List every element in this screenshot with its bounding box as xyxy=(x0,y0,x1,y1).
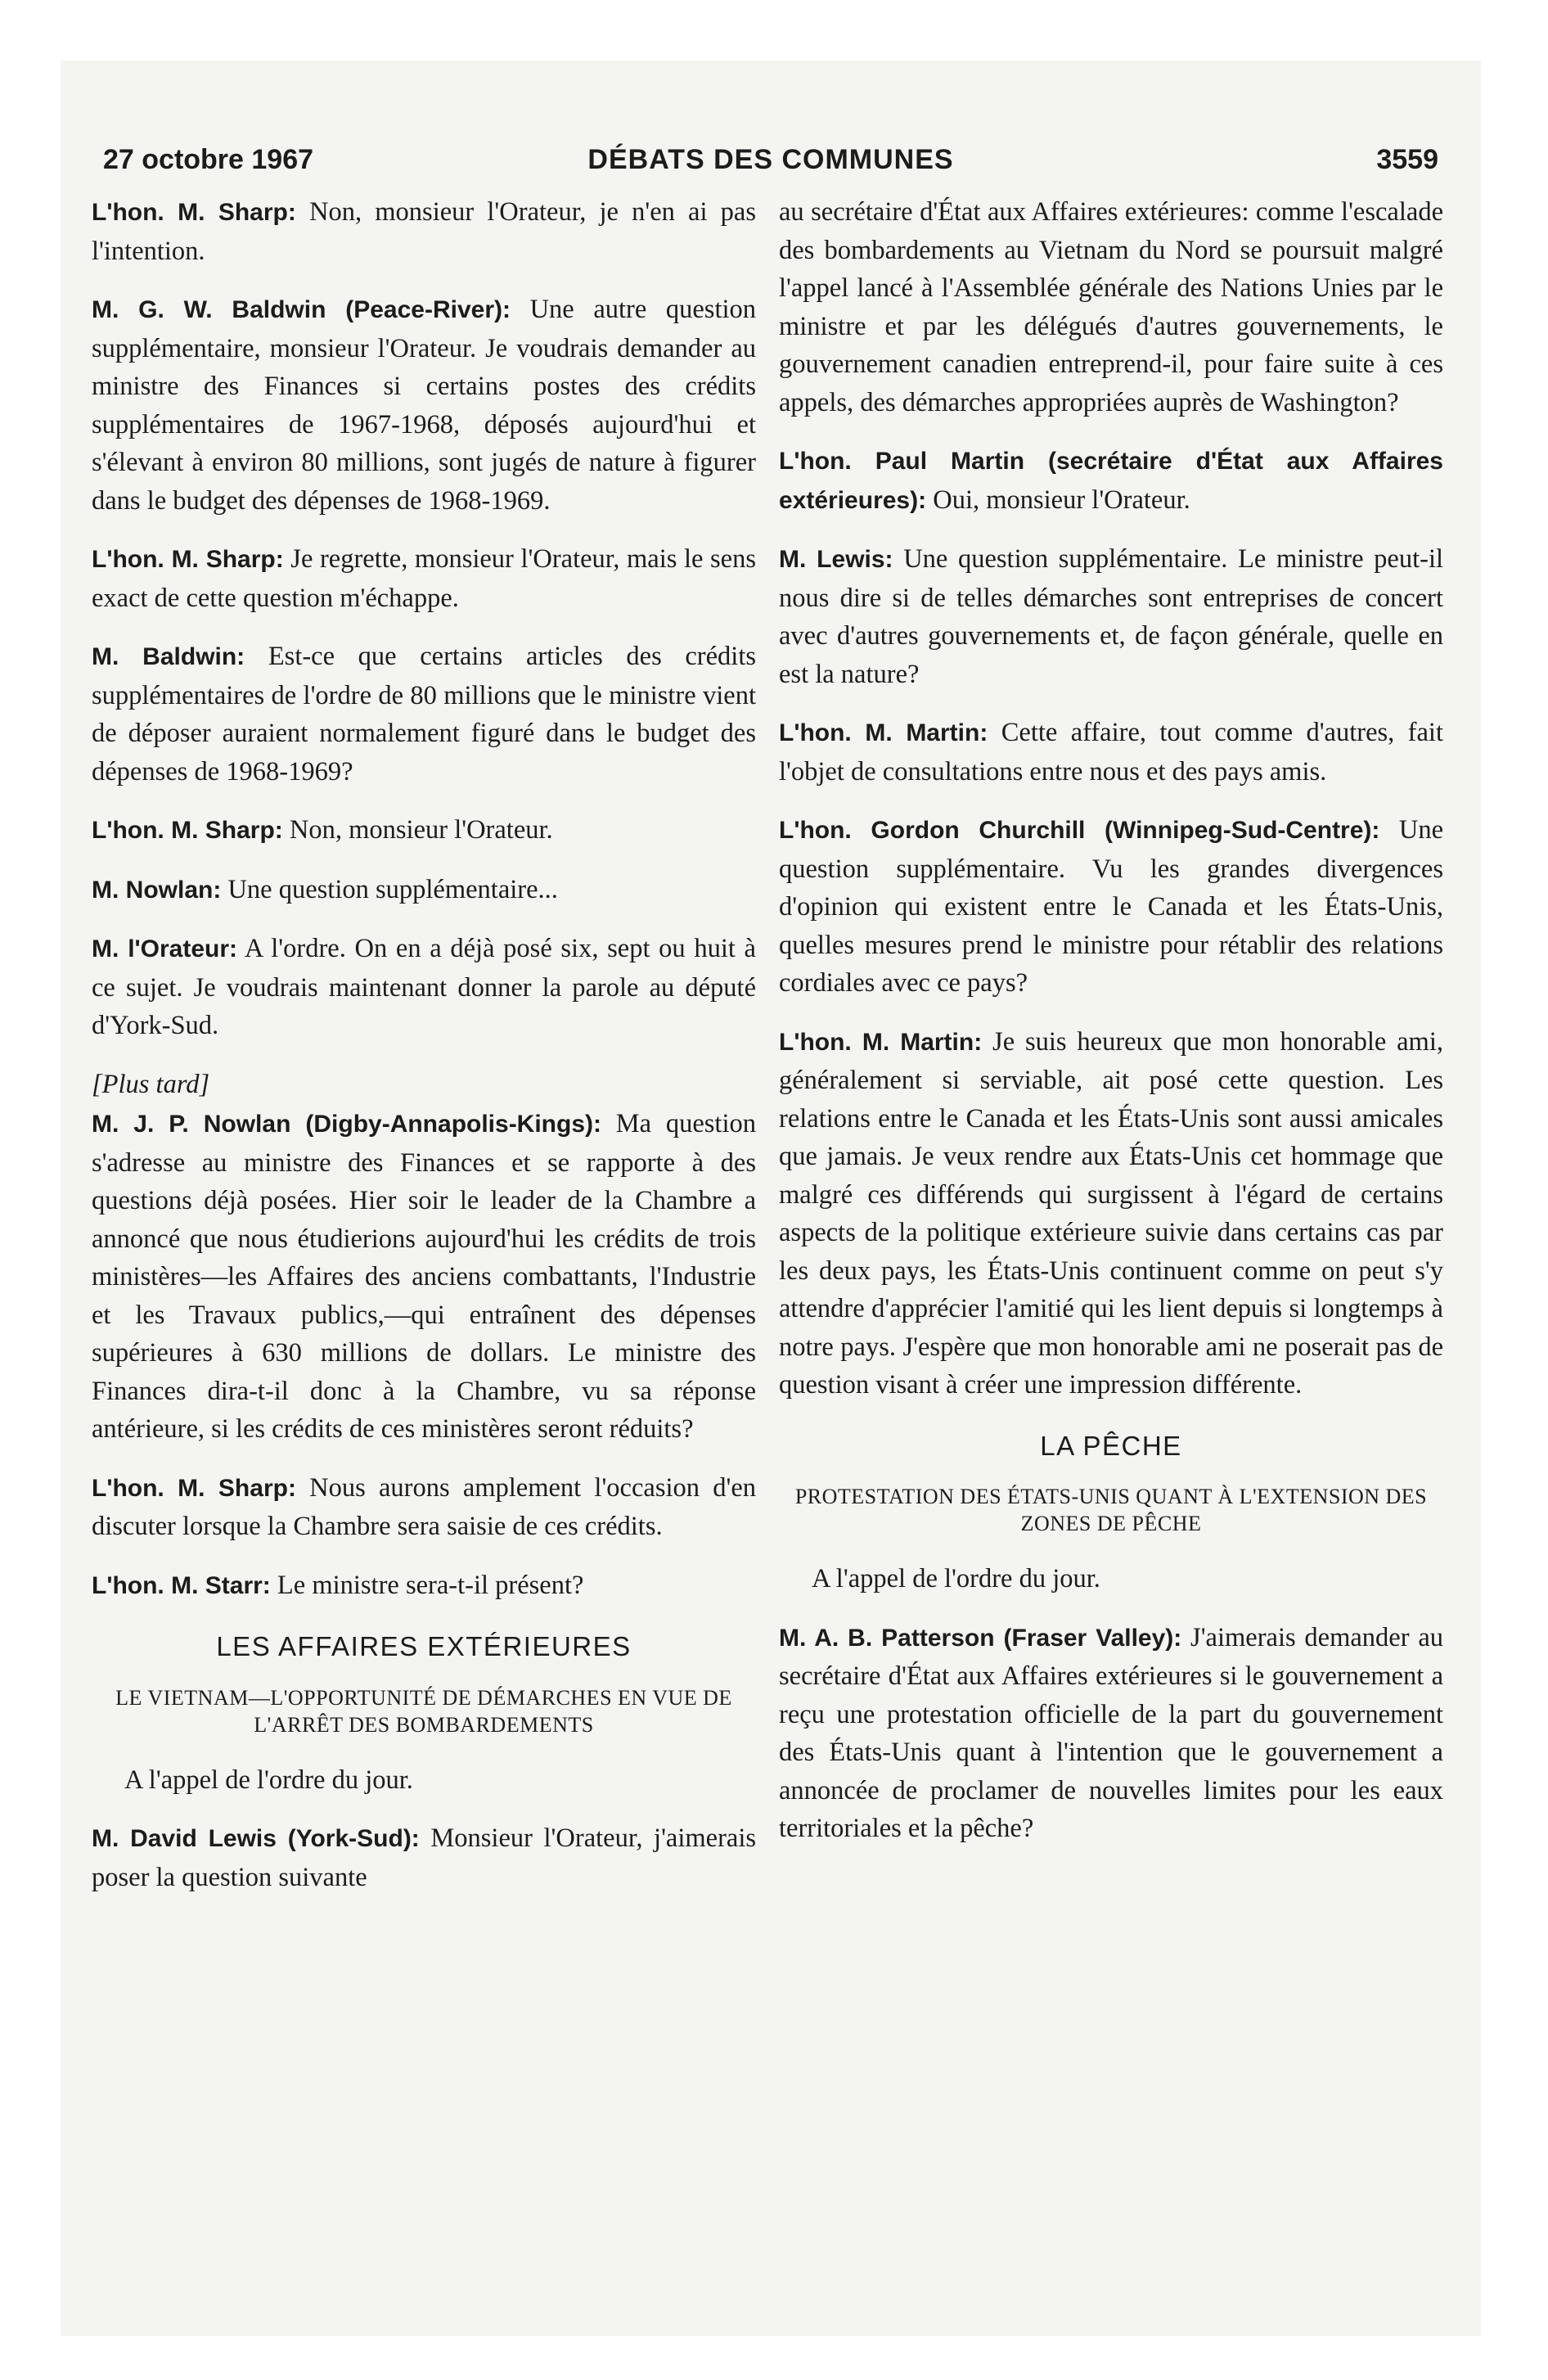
speaker-name: L'hon. Paul Martin (secrétaire d'État aux Affaires extérieures): xyxy=(779,448,1443,514)
header-date: 27 octobre 1967 xyxy=(103,144,314,175)
speech-paragraph xyxy=(92,1469,756,1546)
speaker-name: L'hon. M. Sharp: xyxy=(92,199,296,226)
speech-paragraph xyxy=(92,1566,756,1606)
speech-paragraph xyxy=(92,1105,756,1449)
speech-text: Non, monsieur l'Orateur, je n'en ai pas l'intention. xyxy=(92,197,756,266)
speech-paragraph xyxy=(779,442,1443,520)
page-header xyxy=(103,144,1438,185)
speech-text: Une question supplémentaire. Le ministre peut-il nous dire si de telles démarches sont entreprises de concert avec d'autres gouvernements et, de façon générale, quelle en est la nature? xyxy=(779,544,1443,689)
speech-text: Une autre question supplémentaire, monsieur l'Orateur. Je voudrais demander au ministre des Finances si certains postes des crédits supplémentaires de 1967-1968, déposés aujourd'hui et s'élevant à environ 80 millions, sont jugés de nature à figurer dans le budget des dépenses de 1968-1969. xyxy=(92,295,757,516)
speaker-name: L'hon. M. Martin: xyxy=(779,1028,983,1056)
speech-paragraph xyxy=(92,193,756,270)
speech-paragraph xyxy=(92,871,756,910)
speech-text: Non, monsieur l'Orateur. xyxy=(282,815,553,845)
speaker-name: M. David Lewis (York-Sud): xyxy=(92,1825,420,1852)
speech-text: Ma question s'adresse au ministre des Finances et se rapporte à des questions déjà posées. Hier soir le leader de la Chambre a annoncé que nous étudierions aujourd'hui les crédits de trois ministères—les Affaires des anciens combattants, l'Industrie et les Travaux publics,—qui entraînent des dépenses supérieures à 630 millions de dollars. Le ministre des Finances dira-t-il donc à la Chambre, vu sa réponse antérieure, si les crédits de ces ministères seront réduits? xyxy=(92,1109,756,1444)
speech-text: Une question supplémentaire... xyxy=(221,874,558,904)
speech-text: Monsieur l'Orateur, j'aimerais poser la question suivante xyxy=(92,1823,757,1892)
speech-paragraph xyxy=(779,540,1443,693)
speech-text: Je suis heureux que mon honorable ami, généralement si serviable, ait posé cette question. Les relations entre le Canada et les États-Unis sont aussi amicales que jamais. Je veux rendre aux États-Unis cet hommage que malgré ces différends qui surgissent à l'égard de certains aspects de la politique extérieure suivie dans certains cas par les deux pays, les États-Unis continuent comme on peut s'y attendre d'apprécier l'amitié qui les lient depuis si longtemps à notre pays. J'espère que mon honorable ami ne poserait pas de question visant à créer une impression différente. xyxy=(779,1026,1443,1400)
speech-text: Oui, monsieur l'Orateur. xyxy=(926,485,1190,515)
right-column xyxy=(779,193,1443,1868)
later-note: [Plus tard] xyxy=(92,1069,210,1099)
speech-text: Cette affaire, tout comme d'autres, fait l'objet de consultations entre nous et des pays amis. xyxy=(779,718,1443,787)
section-heading: LES AFFAIRES EXTÉRIEURES xyxy=(216,1631,632,1661)
speaker-name: M. G. W. Baldwin (Peace-River): xyxy=(92,296,511,323)
speaker-name: M. Lewis: xyxy=(779,546,893,573)
speech-paragraph xyxy=(92,540,756,617)
speech-text: au secrétaire d'État aux Affaires extérieures: comme l'escalade des bombardements au Vietnam du Nord se poursuit malgré l'appel lancé à l'Assemblée générale des Nations Unies par le ministre et par les délégués d'autres gouvernements, le gouvernement canadien entreprend-il, pour faire suite à ces appels, des démarches appropriées auprès de Washington? xyxy=(779,197,1443,417)
order-of-day: A l'appel de l'ordre du jour. xyxy=(124,1765,413,1795)
speech-text: Une question supplémentaire. Vu les grandes divergences d'opinion qui existent entre le Canada et les États-Unis, quelles mesures prend le ministre pour rétablir des relations cordiales avec ce pays? xyxy=(779,815,1443,998)
speaker-name: M. Nowlan: xyxy=(92,876,222,904)
order-of-day: A l'appel de l'ordre du jour. xyxy=(812,1564,1100,1593)
speech-paragraph xyxy=(92,930,756,1045)
speech-paragraph xyxy=(92,291,756,520)
speech-paragraph xyxy=(92,811,756,850)
speaker-name: M. Baldwin: xyxy=(92,643,245,670)
speech-paragraph xyxy=(92,638,756,791)
speech-text: Je regrette, monsieur l'Orateur, mais le sens exact de cette question m'échappe. xyxy=(92,544,756,613)
speaker-name: M. l'Orateur: xyxy=(92,935,238,962)
speaker-name: L'hon. M. Starr: xyxy=(92,1571,271,1599)
subsection-heading: PROTESTATION DES ÉTATS-UNIS QUANT À L'EXTENSION DES ZONES DE PÊCHE xyxy=(794,1485,1428,1535)
speaker-name: L'hon. M. Martin: xyxy=(779,719,988,746)
speech-text: Est-ce que certains articles des crédits supplémentaires de l'ordre de 80 millions que le ministre vient de déposer auraient normalement figuré dans le budget des dépenses de 1968-1969? xyxy=(92,642,757,787)
speaker-name: M. J. P. Nowlan (Digby-Annapolis-Kings): xyxy=(92,1111,601,1138)
speech-paragraph xyxy=(779,714,1443,791)
speech-paragraph xyxy=(92,1819,756,1896)
speaker-name: L'hon. Gordon Churchill (Winnipeg-Sud-Centre): xyxy=(779,817,1380,844)
speech-text: A l'ordre. On en a déjà posé six, sept ou huit à ce sujet. Je voudrais maintenant donner la parole au député d'York-Sud. xyxy=(92,934,756,1040)
speech-paragraph xyxy=(779,1619,1443,1848)
speech-text: J'aimerais demander au secrétaire d'État aux Affaires extérieures si le gouvernement a reçu une protestation officielle de la part du gouvernement des États-Unis quant à l'intention que le gouvernement a annoncée de proclamer de nouvelles limites pour les eaux territoriales et la pêche? xyxy=(779,1622,1443,1843)
left-column xyxy=(92,193,756,1917)
subsection-heading: LE VIETNAM—L'OPPORTUNITÉ DE DÉMARCHES EN VUE DE L'ARRÊT DES BOMBARDEMENTS xyxy=(115,1685,732,1737)
speaker-name: L'hon. M. Sharp: xyxy=(92,1474,296,1502)
speaker-name: L'hon. M. Sharp: xyxy=(92,817,283,844)
speaker-name: M. A. B. Patterson (Fraser Valley): xyxy=(779,1624,1182,1652)
speech-paragraph xyxy=(779,1023,1443,1404)
speech-text: Nous aurons amplement l'occasion d'en discuter lorsque la Chambre sera saisie de ces crédits. xyxy=(92,1472,756,1541)
section-heading: LA PÊCHE xyxy=(1040,1430,1182,1461)
page-number: 3559 xyxy=(1376,144,1438,175)
speaker-name: L'hon. M. Sharp: xyxy=(92,546,284,573)
page xyxy=(61,61,1481,2336)
header-title: DÉBATS DES COMMUNES xyxy=(587,144,954,175)
speech-text: Le ministre sera-t-il présent? xyxy=(270,1570,584,1600)
speech-paragraph xyxy=(779,811,1443,1003)
speech-paragraph xyxy=(779,193,1443,421)
